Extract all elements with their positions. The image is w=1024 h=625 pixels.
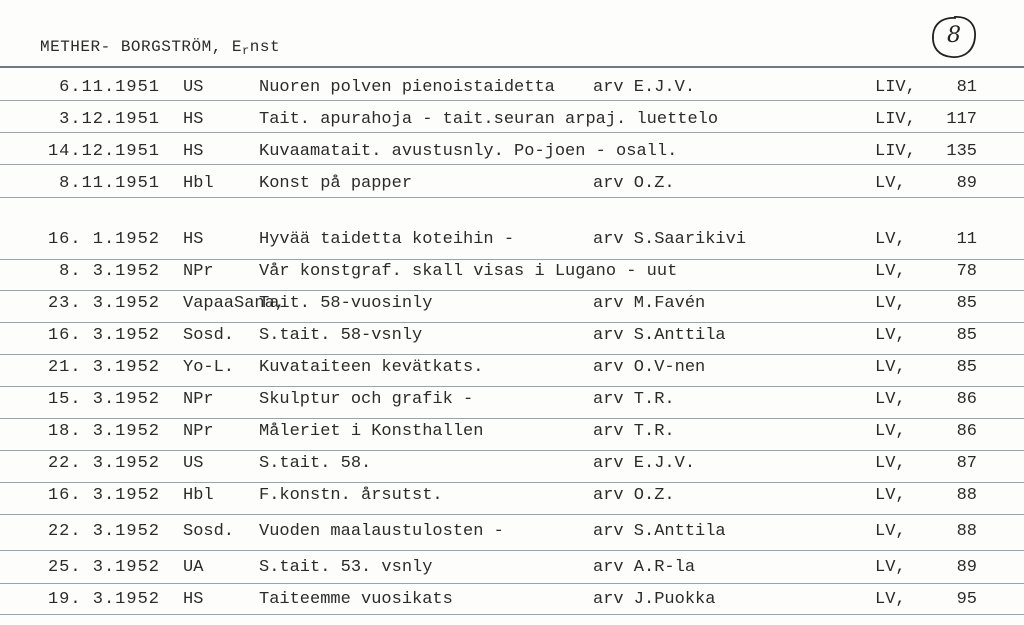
entry-date: 25. 3.1952 xyxy=(47,558,160,577)
entry-volume: LV, xyxy=(875,590,906,609)
entry-page: 95 xyxy=(956,590,977,609)
entry-paper: Sosd. xyxy=(183,326,235,345)
entry-row xyxy=(0,517,1024,547)
entry-reviewer: arv S.Anttila xyxy=(593,522,726,541)
entry-row xyxy=(0,257,1024,287)
entry-date: 16. 3.1952 xyxy=(47,486,160,505)
entry-page: 86 xyxy=(956,422,977,441)
entry-date: 8.11.1951 xyxy=(59,174,160,193)
entry-paper: NPr xyxy=(183,262,214,281)
entry-volume: LV, xyxy=(875,522,906,541)
ruled-line xyxy=(0,322,1024,323)
ruled-line xyxy=(0,290,1024,291)
card-number: 8 xyxy=(947,23,961,48)
ruled-line xyxy=(0,386,1024,387)
heading-name: METHER- BORGSTRÖM, E xyxy=(40,38,243,56)
entry-reviewer: arv S.Saarikivi xyxy=(593,230,747,249)
entry-date: 23. 3.1952 xyxy=(47,294,160,313)
entry-reviewer: arv E.J.V. xyxy=(593,78,696,97)
entry-volume: LV, xyxy=(875,358,906,377)
entry-title: Skulptur och grafik - xyxy=(259,390,474,409)
entry-row xyxy=(0,137,1024,167)
entry-paper: NPr xyxy=(183,422,214,441)
entry-page: 81 xyxy=(956,78,977,97)
heading-name-tail: nst xyxy=(249,38,281,56)
entry-date: 8. 3.1952 xyxy=(59,262,160,281)
entry-paper: HS xyxy=(183,230,204,249)
entry-volume: LV, xyxy=(875,262,906,281)
entry-title: S.tait. 53. vsnly xyxy=(259,558,433,577)
entry-title: Vår konstgraf. skall visas i Lugano - uut xyxy=(259,262,678,281)
entry-paper: Hbl xyxy=(183,486,214,505)
entry-title: Taiteemme vuosikats xyxy=(259,590,453,609)
entry-date: 14.12.1951 xyxy=(47,142,160,161)
entry-title: Konst på papper xyxy=(259,174,413,193)
entry-date: 21. 3.1952 xyxy=(47,358,160,377)
entry-paper: HS xyxy=(183,590,204,609)
entry-volume: LV, xyxy=(875,422,906,441)
entry-volume: LV, xyxy=(875,558,906,577)
entry-row xyxy=(0,449,1024,479)
entry-row xyxy=(0,481,1024,511)
entry-volume: LV, xyxy=(875,174,906,193)
ruled-line xyxy=(0,583,1024,584)
entry-paper: US xyxy=(183,78,204,97)
entry-date: 6.11.1951 xyxy=(59,78,160,97)
ruled-line xyxy=(0,259,1024,260)
entry-paper: US xyxy=(183,454,204,473)
entry-title: Måleriet i Konsthallen xyxy=(259,422,484,441)
ruled-line xyxy=(0,614,1024,615)
entry-row xyxy=(0,73,1024,103)
entry-row xyxy=(0,553,1024,583)
entry-row xyxy=(0,169,1024,199)
entry-volume: LIV, xyxy=(875,78,916,97)
entry-reviewer: arv E.J.V. xyxy=(593,454,696,473)
entry-paper: VapaaSana, xyxy=(183,294,286,313)
entry-date: 15. 3.1952 xyxy=(47,390,160,409)
entry-title: Hyvää taidetta koteihin - xyxy=(259,230,515,249)
entry-page: 85 xyxy=(956,358,977,377)
ruled-line xyxy=(0,197,1024,198)
entry-row xyxy=(0,105,1024,135)
entry-paper: Sosd. xyxy=(183,522,235,541)
entry-volume: LIV, xyxy=(875,142,916,161)
entry-date: 18. 3.1952 xyxy=(47,422,160,441)
entry-title: Tait. 58-vuosinly xyxy=(259,294,433,313)
entry-page: 87 xyxy=(956,454,977,473)
header-rule xyxy=(0,66,1024,68)
entry-date: 22. 3.1952 xyxy=(47,522,160,541)
entry-reviewer: arv A.R-la xyxy=(593,558,696,577)
entry-volume: LV, xyxy=(875,390,906,409)
entry-date: 16. 1.1952 xyxy=(47,230,160,249)
entry-date: 22. 3.1952 xyxy=(47,454,160,473)
entry-reviewer: arv O.Z. xyxy=(593,486,675,505)
entry-title: Kuvataiteen kevätkats. xyxy=(259,358,484,377)
entry-reviewer: arv T.R. xyxy=(593,422,675,441)
entry-title: Kuvaamatait. avustusnly. Po-joen - osall. xyxy=(259,142,678,161)
entry-title: Vuoden maalaustulosten - xyxy=(259,522,504,541)
entry-paper: Yo-L. xyxy=(183,358,235,377)
entry-reviewer: arv O.Z. xyxy=(593,174,675,193)
entry-date: 16. 3.1952 xyxy=(47,326,160,345)
entry-title: S.tait. 58. xyxy=(259,454,372,473)
entry-row xyxy=(0,321,1024,351)
entry-reviewer: arv T.R. xyxy=(593,390,675,409)
entry-reviewer: arv S.Anttila xyxy=(593,326,726,345)
entry-page: 86 xyxy=(956,390,977,409)
entry-page: 88 xyxy=(956,486,977,505)
entry-volume: LV, xyxy=(875,294,906,313)
entry-paper: NPr xyxy=(183,390,214,409)
entry-title: F.konstn. årsutst. xyxy=(259,486,443,505)
entry-volume: LV, xyxy=(875,486,906,505)
entry-paper: Hbl xyxy=(183,174,214,193)
entry-date: 3.12.1951 xyxy=(59,110,160,129)
ruled-line xyxy=(0,100,1024,101)
entry-row xyxy=(0,585,1024,615)
ruled-line xyxy=(0,550,1024,551)
entry-page: 78 xyxy=(956,262,977,281)
entry-page: 85 xyxy=(956,294,977,313)
entry-title: S.tait. 58-vsnly xyxy=(259,326,423,345)
ruled-line xyxy=(0,164,1024,165)
card-number-badge xyxy=(930,14,978,60)
entry-row xyxy=(0,289,1024,319)
entry-paper: HS xyxy=(183,110,204,129)
heading-name-subscript: r xyxy=(242,44,250,58)
entry-reviewer: arv J.Puokka xyxy=(593,590,716,609)
entry-row xyxy=(0,417,1024,447)
entry-paper: UA xyxy=(183,558,204,577)
entry-row xyxy=(0,353,1024,383)
entry-page: 85 xyxy=(956,326,977,345)
entry-volume: LV, xyxy=(875,230,906,249)
ruled-line xyxy=(0,450,1024,451)
entry-page: 117 xyxy=(946,110,977,129)
ruled-line xyxy=(0,418,1024,419)
entry-page: 88 xyxy=(956,522,977,541)
entry-title: Tait. apurahoja - tait.seuran arpaj. luettelo xyxy=(259,110,719,129)
ruled-line xyxy=(0,514,1024,515)
entry-date: 19. 3.1952 xyxy=(47,590,160,609)
entry-page: 89 xyxy=(956,174,977,193)
entry-volume: LV, xyxy=(875,326,906,345)
entry-reviewer: arv M.Favén xyxy=(593,294,706,313)
card-heading xyxy=(40,38,280,58)
entry-page: 89 xyxy=(956,558,977,577)
entry-title: Nuoren polven pienoistaidetta xyxy=(259,78,555,97)
entry-paper: HS xyxy=(183,142,204,161)
entry-row xyxy=(0,225,1024,255)
entry-row xyxy=(0,385,1024,415)
ruled-line xyxy=(0,132,1024,133)
ruled-line xyxy=(0,482,1024,483)
entry-reviewer: arv O.V-nen xyxy=(593,358,706,377)
ruled-line xyxy=(0,354,1024,355)
entry-page: 135 xyxy=(946,142,977,161)
entry-volume: LV, xyxy=(875,454,906,473)
entry-page: 11 xyxy=(956,230,977,249)
entry-volume: LIV, xyxy=(875,110,916,129)
